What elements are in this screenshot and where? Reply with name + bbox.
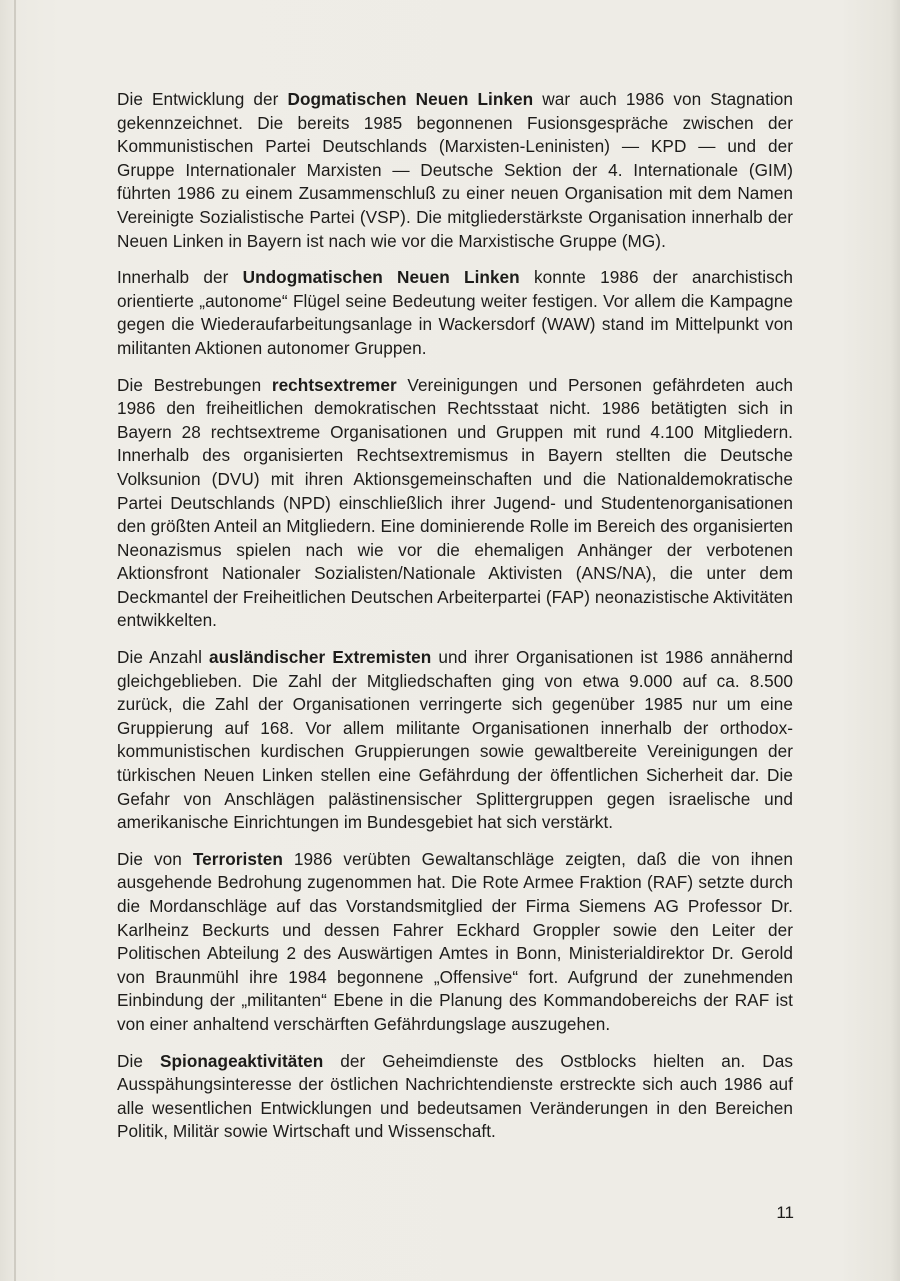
- paragraph-text: Die: [117, 1050, 160, 1071]
- body-text: [117, 88, 793, 1157]
- paragraph-text: Die Anzahl: [117, 647, 210, 668]
- paragraph-spionage: [117, 1050, 793, 1144]
- paragraph-keyword: Spionageaktivitäten: [159, 1050, 324, 1071]
- paragraph-keyword: Dogmatischen Neuen Linken: [287, 89, 534, 109]
- paragraph-text: Vereinigungen und Personen gefährdeten auch 1986 den freiheitlichen demokratischen Rechtsstaat nicht. 1986 betätigten sich in Bayern 28 rechtsextreme Organisationen und Gruppen mit rund 4.100 Mitgliedern. Innerhalb des organisierten Rechtsextremismus in Bayern stellten die Deutsche Volksunion (DVU) mit ihren Aktionsgemeinschaften und die Nationaldemokratische Partei Deutschlands (NPD) einschließlich ihrer Jugend- und Studentenorganisationen den größten Anteil an Mitgliedern. Eine dominierende Rolle im Bereich des organisierten Neonazismus spielen nach wie vor die ehemaligen Anhänger der verbotenen Aktionsfront Nationaler Sozialisten/Nationale Aktivisten (ANS/NA), die unter dem Deckmantel der Freiheitlichen Deutschen Arbeiterpartei (FAP) neonazistische Aktivitäten entwikkelten.: [117, 374, 794, 631]
- paragraph-auslaendische-extremisten: [117, 646, 793, 835]
- page-number: 11: [776, 1203, 794, 1222]
- paragraph-text: der Geheimdienste des Ostblocks hielten an. Das Ausspähungsinteresse der östlichen Nachrichtendienste erstreckte sich auch 1986 auf alle wesentlichen Entwicklungen und bedeutsamen Veränderungen in den Bereichen Politik, Militär sowie Wirtschaft und Wissenschaft.: [117, 1050, 793, 1142]
- paragraph-rechtsextremismus: [117, 374, 793, 634]
- paragraph-keyword: Undogmatischen Neuen Linken: [242, 267, 520, 288]
- paragraph-keyword: Terroristen: [192, 848, 283, 869]
- paragraph-dogmatische-neue-linke: [117, 88, 793, 253]
- paragraph-text: und ihrer Organisationen ist 1986 annähernd gleichgeblieben. Die Zahl der Mitgliedschaften ging von etwa 9.000 auf ca. 8.500 zurück, die Zahl der Organisationen verringerte sich gegenüber 1985 nur um eine Gruppierung auf 168. Vor allem militante Organisationen innerhalb der orthodox-kommunistischen kurdischen Gruppierungen sowie gewaltbereite Vereinigungen der türkischen Neuen Linken stellen eine Gefährdung der öffentlichen Sicherheit dar. Die Gefahr von Anschlägen palästinensischer Splittergruppen gegen israelische und amerikanische Einrichtungen im Bundesgebiet hat sich verstärkt.: [117, 647, 793, 833]
- paragraph-undogmatische-neue-linke: [117, 266, 793, 360]
- paragraph-text: war auch 1986 von Stagnation gekennzeichnet. Die bereits 1985 begonnenen Fusionsgespräche zwischen der Kommunistischen Partei Deutschlands (Marxisten-Leninisten) — KPD — und der Gruppe Internationaler Marxisten — Deutsche Sektion der 4. Internationale (GIM) führten 1986 zu einem Zusammenschluß zu einer neuen Organisation mit dem Namen Vereinigte Sozialistische Partei (VSP). Die mitgliederstärkste Organisation innerhalb der Neuen Linken in Bayern ist nach wie vor die Marxistische Gruppe (MG).: [117, 89, 793, 251]
- paragraph-keyword: ausländischer Extremisten: [209, 647, 432, 668]
- paragraph-keyword: rechtsextremer: [271, 374, 397, 395]
- paragraph-text: konnte 1986 der anarchistisch orientierte „autonome“ Flügel seine Bedeutung weiter festigen. Vor allem die Kampagne gegen die Wiederaufarbeitungsanlage in Wackersdorf (WAW) stand im Mittelpunkt von militanten Aktionen autonomer Gruppen.: [117, 267, 794, 358]
- paragraph-text: Innerhalb der: [117, 267, 243, 288]
- page-edge: [14, 0, 16, 1281]
- paragraph-text: Die von: [117, 848, 193, 869]
- paragraph-text: Die Entwicklung der: [117, 89, 288, 109]
- paragraph-text: 1986 verübten Gewaltanschläge zeigten, daß die von ihnen ausgehende Bedrohung zugenommen hat. Die Rote Armee Fraktion (RAF) setzte durch die Mordanschläge auf das Vorstandsmitglied der Firma Siemens AG Professor Dr. Karlheinz Beckurts und dessen Fahrer Eckhard Groppler sowie den Leiter der Politischen Abteilung 2 des Auswärtigen Amtes in Bonn, Ministerialdirektor Dr. Gerold von Braunmühl ihre 1984 begonnene „Offensive“ fort. Aufgrund der zunehmenden Einbindung der „militanten“ Ebene in die Planung des Kommandobereichs der RAF ist von einer anhaltend verschärften Gefährdungslage auszugehen.: [117, 848, 794, 1034]
- paragraph-terroristen: [117, 848, 793, 1037]
- paragraph-text: Die Bestrebungen: [117, 374, 272, 395]
